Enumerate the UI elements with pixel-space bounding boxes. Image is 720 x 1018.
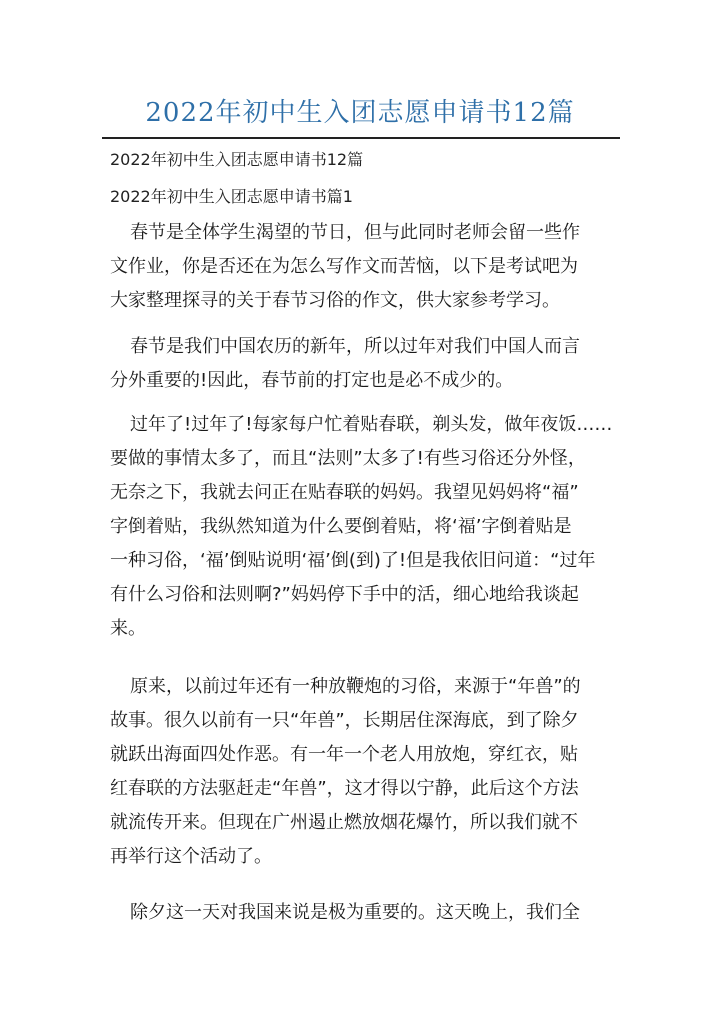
document-title: 2022年初中生入团志愿申请书12篇 [145,98,575,128]
paragraph-line: 除夕这一天对我国来说是极为重要的。这天晚上，我们全 [130,902,580,923]
paragraph-3 [110,408,630,646]
paragraph-line: 春节是我们中国农历的新年，所以过年对我们中国人而言 [130,336,580,357]
paragraph-4 [110,670,630,874]
paragraph-line: 要做的事情太多了，而且“法则”太多了!有些习俗还分外怪， [110,448,586,469]
paragraph-line: 一种习俗，‘福’倒贴说明‘福’倒(到)了!但是我依旧问道：“过年 [110,550,596,571]
paragraph-line: 就跃出海面四处作恶。有一年一个老人用放炮，穿红衣，贴 [110,744,578,765]
paragraph-line: 大家整理探寻的关于春节习俗的作文，供大家参考学习。 [110,290,560,311]
paragraph-1 [110,216,630,318]
paragraph-line: 就流传开来。但现在广州遏止燃放烟花爆竹，所以我们就不 [110,812,578,833]
paragraph-line: 字倒着贴，我纵然知道为什么要倒着贴，将‘福’字倒着贴是 [110,516,572,537]
document-subtitle: 2022年初中生入团志愿申请书12篇 [110,150,364,169]
paragraph-line: 无奈之下，我就去问正在贴春联的妈妈。我望见妈妈将“福” [110,482,579,503]
paragraph-line: 过年了!过年了!每家每户忙着贴春联，剃头发，做年夜饭…… [130,414,613,435]
paragraph-5 [110,896,630,930]
paragraph-line: 文作业，你是否还在为怎么写作文而苦恼，以下是考试吧为 [110,256,578,277]
paragraph-line: 原来，以前过年还有一种放鞭炮的习俗，来源于“年兽”的 [130,676,581,697]
paragraph-line: 再举行这个活动了。 [110,846,272,867]
section-heading: 2022年初中生入团志愿申请书篇1 [110,187,353,206]
paragraph-line: 来。 [110,618,146,639]
paragraph-line: 有什么习俗和法则啊?”妈妈停下手中的活，细心地给我谈起 [110,584,579,605]
paragraph-line: 分外重要的!因此，春节前的打定也是必不成少的。 [110,370,514,391]
paragraph-line: 红春联的方法驱赶走“年兽”，这才得以宁静，此后这个方法 [110,778,579,799]
paragraph-2 [110,330,630,398]
paragraph-line: 春节是全体学生渴望的节日，但与此同时老师会留一些作 [130,222,580,243]
paragraph-line: 故事。很久以前有一只“年兽”，长期居住深海底，到了除夕 [110,710,579,731]
title-rule [102,137,620,139]
